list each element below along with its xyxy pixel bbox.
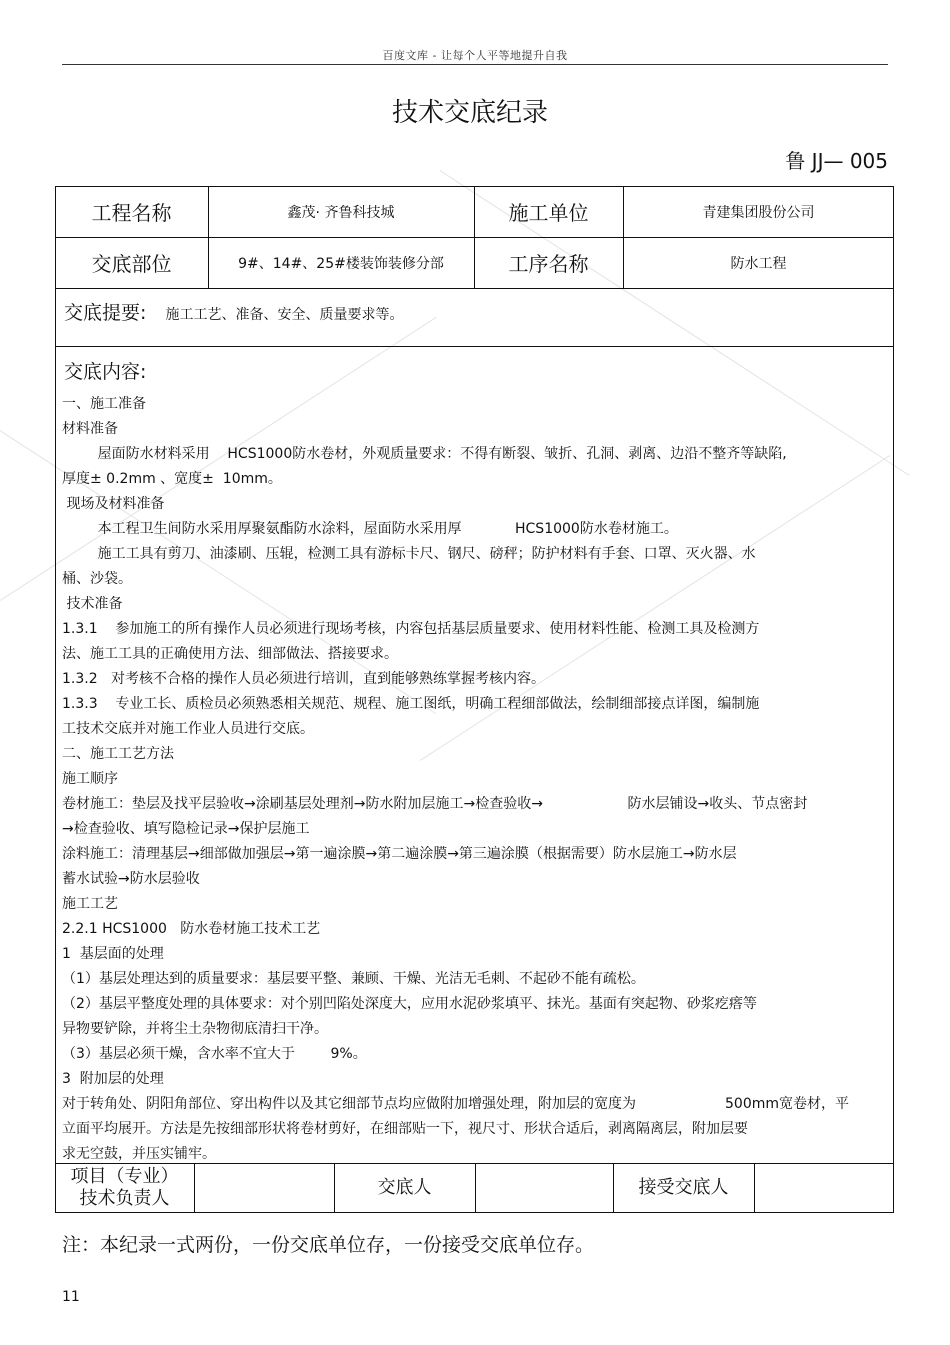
- content-line: 施工工具有剪刀、油漆刷、压辊，检测工具有游标卡尺、钢尺、磅秤；防护材料有手套、口罩、灭火器、水: [62, 546, 756, 562]
- process-label: 工序名称: [508, 252, 589, 276]
- content-line: 1.3.1 参加施工的所有操作人员必须进行现场考核，内容包括基层质量要求、使用材料性能、检测工具及检测方: [62, 621, 760, 637]
- content-line: 桶、沙袋。: [62, 571, 132, 587]
- content-line: （2）基层平整度处理的具体要求：对个别凹陷处深度大，应用水泥砂浆填平、抹光。基面有突起物、砂浆疙瘩等: [62, 996, 757, 1012]
- content-label: 交底内容:: [64, 361, 147, 383]
- document-title: 技术交底纪录: [391, 98, 548, 128]
- content-line: 异物要铲除，并将尘土杂物彻底清扫干净。: [62, 1021, 328, 1037]
- content-line: 卷材施工：垫层及找平层验收→涂刷基层处理剂→防水附加层施工→检查验收→ 防水层铺设→收头、节点密封: [62, 796, 808, 812]
- content-line: 本工程卫生间防水采用厚聚氨酯防水涂料，屋面防水采用厚 HCS1000防水卷材施工。: [62, 521, 678, 537]
- content-line: 施工顺序: [62, 771, 118, 787]
- page-header: 百度文库 - 让每个人平等地提升自我: [382, 49, 568, 62]
- content-line: 求无空鼓，并压实铺牢。: [62, 1146, 216, 1162]
- content-line: 厚度± 0.2mm 、宽度± 10mm。: [62, 471, 282, 487]
- content-line: 1.3.3 专业工长、质检员必须熟悉相关规范、规程、施工图纸，明确工程细部做法，绘制细部接点详图，编制施: [62, 696, 760, 712]
- content-body: [62, 392, 888, 1167]
- content-line: 对于转角处、阴阳角部位、穿出构件以及其它细部节点均应做附加增强处理，附加层的宽度为 500mm宽卷材，平: [62, 1096, 849, 1112]
- row-divider: [55, 288, 894, 289]
- content-line: 一、施工准备: [62, 396, 146, 412]
- responsible-signature-field[interactable]: [194, 1163, 334, 1213]
- content-line: 二、施工工艺方法: [62, 746, 174, 762]
- content-line: 立面平均展开。方法是先按细部形状将卷材剪好，在细部贴一下，视尺寸、形状合适后，剥离隔离层，附加层要: [62, 1121, 748, 1137]
- location-label: 交底部位: [91, 252, 172, 276]
- content-line: 材料准备: [62, 421, 118, 437]
- content-line: 施工工艺: [62, 896, 118, 912]
- content-line: 涂料施工：清理基层→细部做加强层→第一遍涂膜→第二遍涂膜→第三遍涂膜（根据需要）防水层施工→防水层: [62, 846, 737, 862]
- responsible-label-line: 技术负责人: [79, 1188, 170, 1209]
- content-line: 现场及材料准备: [62, 496, 165, 512]
- content-line: 3 附加层的处理: [62, 1071, 164, 1087]
- project-name-value: 鑫茂· 齐鲁科技城: [287, 204, 395, 221]
- presenter-label: 交底人: [377, 1177, 432, 1198]
- content-line: 法、施工工具的正确使用方法、细部做法、搭接要求。: [62, 646, 398, 662]
- receiver-label: 接受交底人: [638, 1177, 729, 1198]
- content-line: 屋面防水材料采用 HCS1000防水卷材，外观质量要求：不得有断裂、皱折、孔洞、剥离、边沿不整齐等缺陷,: [62, 446, 787, 462]
- content-line: 工技术交底并对施工作业人员进行交底。: [62, 721, 314, 737]
- content-line: 蓄水试验→防水层验收: [62, 871, 200, 887]
- construction-unit-value: 青建集团股份公司: [702, 204, 815, 221]
- record-note: 注：本纪录一式两份，一份交底单位存，一份接受交底单位存。: [62, 1234, 595, 1256]
- page-number: 11: [62, 1289, 80, 1305]
- content-line: 2.2.1 HCS1000 防水卷材施工技术工艺: [62, 921, 321, 937]
- content-line: （1）基层处理达到的质量要求：基层要平整、兼顾、干燥、光洁无毛刺、不起砂不能有疏松。: [62, 971, 645, 987]
- process-value: 防水工程: [730, 255, 787, 272]
- responsible-label-line: 项目（专业）: [70, 1166, 179, 1187]
- summary-row: [64, 298, 404, 325]
- location-value: 9#、14#、25#楼装饰装修分部: [238, 255, 444, 272]
- presenter-signature-field[interactable]: [475, 1163, 613, 1213]
- content-line: 技术准备: [62, 596, 123, 612]
- header-divider: [62, 64, 888, 65]
- row-divider: [55, 346, 894, 347]
- content-line: 1.3.2 对考核不合格的操作人员必须进行培训，直到能够熟练掌握考核内容。: [62, 671, 545, 687]
- project-name-label: 工程名称: [91, 201, 172, 225]
- construction-unit-label: 施工单位: [508, 201, 589, 225]
- document-number: 鲁 JJ— 005: [785, 149, 888, 173]
- content-line: →检查验收、填写隐检记录→保护层施工: [62, 821, 310, 837]
- content-line: （3）基层必须干燥，含水率不宜大于 9%。: [62, 1046, 367, 1062]
- responsible-label: [55, 1163, 194, 1213]
- receiver-signature-field[interactable]: [754, 1163, 894, 1213]
- summary-label: 交底提要:: [64, 302, 147, 324]
- summary-text: 施工工艺、准备、安全、质量要求等。: [165, 307, 404, 323]
- content-line: 1 基层面的处理: [62, 946, 164, 962]
